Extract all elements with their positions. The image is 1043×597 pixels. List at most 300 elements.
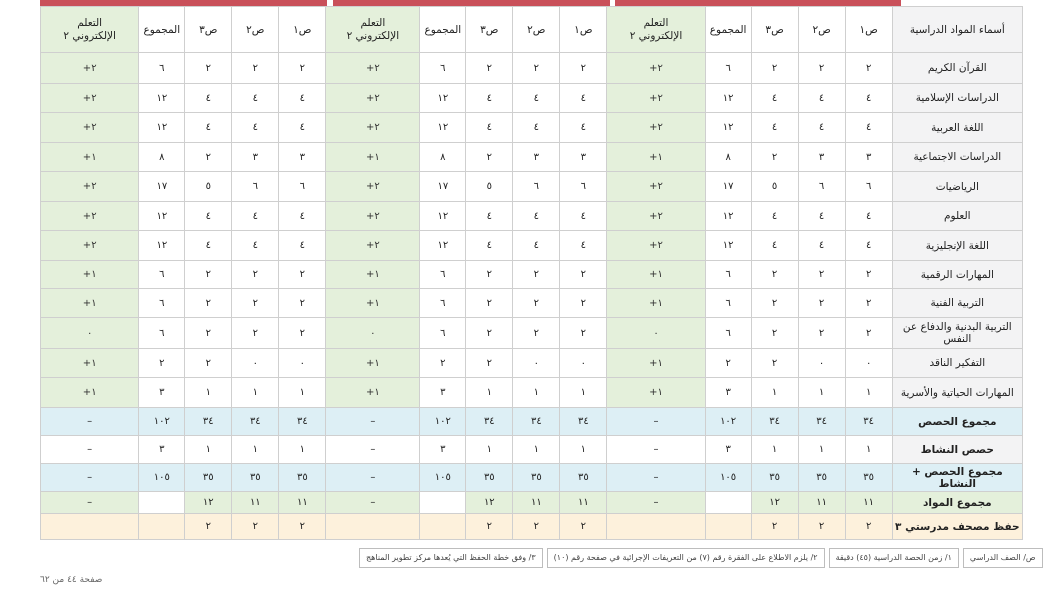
grade-3-cell: ٣٥ [751, 464, 798, 492]
grade-2-cell: ١١ [513, 492, 560, 514]
total-cell: ١٧ [420, 172, 466, 202]
grade-3-cell: ٣٤ [185, 408, 232, 436]
elearning-cell: – [607, 408, 705, 436]
grade-3-cell: ٢ [185, 289, 232, 318]
grade-3-cell: ١ [751, 378, 798, 408]
total-cell: ١٢ [420, 84, 466, 113]
elearning-cell [326, 514, 420, 540]
total-cell: ١٢ [705, 231, 751, 261]
total-cell [420, 514, 466, 540]
grade-1-cell: ٣٥ [845, 464, 892, 492]
subject-name: حصص النشاط [892, 436, 1022, 464]
total-cell: ١٢ [705, 202, 751, 231]
total-cell: ٣ [420, 378, 466, 408]
elearning-cell: ٢+ [607, 202, 705, 231]
grade-2-cell: ٤ [513, 113, 560, 143]
grade-1-cell: ٦ [845, 172, 892, 202]
grade-3-cell: ٥ [466, 172, 513, 202]
grade-2-cell: ٠ [513, 349, 560, 378]
elearning-cell: ٢+ [326, 113, 420, 143]
elearning-cell: ٢+ [41, 202, 139, 231]
summary-row [41, 408, 1023, 436]
grade-1-cell: ٢ [845, 318, 892, 349]
grade-1-header: ص١ [845, 7, 892, 53]
grade-1-cell: ٣ [845, 143, 892, 172]
elearning-cell: ١+ [41, 143, 139, 172]
grade-3-cell: ٤ [751, 113, 798, 143]
elearning-cell: ٢+ [607, 113, 705, 143]
grade-3-cell: ١ [185, 378, 232, 408]
grade-3-cell: ٢ [185, 53, 232, 84]
subject-row [41, 53, 1023, 84]
grade-1-cell: ٤ [845, 202, 892, 231]
grade-1-cell: ٤ [845, 113, 892, 143]
grade-2-cell: ٠ [798, 349, 845, 378]
grade-1-cell: ٤ [279, 84, 326, 113]
total-cell: ١٠٥ [705, 464, 751, 492]
grade-1-cell: ١ [560, 378, 607, 408]
grade-1-cell: ٠ [845, 349, 892, 378]
grade-2-cell: ٢ [798, 318, 845, 349]
grade-3-cell: ٢ [751, 514, 798, 540]
grade-3-cell: ٣٤ [466, 408, 513, 436]
elearning-cell: ٢+ [326, 202, 420, 231]
grade-1-cell: ٢ [560, 261, 607, 289]
grade-1-cell: ٤ [279, 202, 326, 231]
grade-2-cell: ٣ [232, 143, 279, 172]
total-cell [139, 492, 185, 514]
total-cell [705, 514, 751, 540]
grade-1-cell: ٢ [845, 261, 892, 289]
subject-name: الدراسات الاجتماعية [892, 143, 1022, 172]
elearning-cell: ١+ [326, 349, 420, 378]
page-number: صفحة ٤٤ من ٦٢ [40, 575, 103, 585]
grade-2-cell: ٢ [798, 514, 845, 540]
grade-3-cell: ٤ [751, 84, 798, 113]
grade-2-cell: ٤ [798, 113, 845, 143]
subject-row [41, 349, 1023, 378]
total-cell: ٢ [705, 349, 751, 378]
grade-3-cell: ٢ [751, 261, 798, 289]
grade-3-cell: ٤ [185, 202, 232, 231]
grade-2-cell: ١ [232, 378, 279, 408]
footnote-item: ٣/ وفق خطة الحفظ التي يُعدها مركز تطوير المناهج [359, 548, 543, 568]
grade-2-cell: ٢ [232, 261, 279, 289]
grade-1-cell: ٣٤ [845, 408, 892, 436]
grade-3-cell: ٢ [751, 349, 798, 378]
elearning-cell: ٢+ [607, 53, 705, 84]
grade-2-cell: ٣٥ [232, 464, 279, 492]
grade-2-cell: ٢ [513, 53, 560, 84]
elearning-cell: ٢+ [41, 231, 139, 261]
total-cell: ٨ [705, 143, 751, 172]
elearning-header-line1: التعلم [643, 16, 669, 29]
subject-row [41, 202, 1023, 231]
total-cell: ٣ [420, 436, 466, 464]
elearning-header-line2: الإلكتروني ٢ [63, 29, 116, 42]
grade-2-cell: ٤ [513, 231, 560, 261]
total-cell: ٢ [420, 349, 466, 378]
summary-row [41, 492, 1023, 514]
grade-3-cell: ٤ [185, 231, 232, 261]
subject-name: القرآن الكريم [892, 53, 1022, 84]
total-cell: ١٢ [705, 113, 751, 143]
summary-row [41, 436, 1023, 464]
grade-1-cell: ٢ [560, 289, 607, 318]
elearning-cell: – [607, 464, 705, 492]
grade-3-cell: ٤ [466, 231, 513, 261]
grade-2-cell: ١ [513, 378, 560, 408]
grade-3-cell: ٢ [185, 349, 232, 378]
total-cell: ١٧ [139, 172, 185, 202]
grade-1-header: ص١ [560, 7, 607, 53]
grade-3-cell: ١ [185, 436, 232, 464]
total-cell: ١٢ [420, 231, 466, 261]
grade-1-cell: ٢ [279, 514, 326, 540]
elearning-cell: – [41, 408, 139, 436]
grade-3-cell: ٤ [751, 202, 798, 231]
grade-3-cell: ١ [751, 436, 798, 464]
total-cell [705, 492, 751, 514]
grade-1-cell: ٢ [279, 261, 326, 289]
grade-2-header: ص٢ [798, 7, 845, 53]
elearning-cell: ١+ [326, 143, 420, 172]
grade-1-cell: ٤ [560, 202, 607, 231]
grade-2-cell: ٢ [232, 514, 279, 540]
total-cell: ٦ [705, 289, 751, 318]
summary-row [41, 514, 1023, 540]
grade-1-cell: ٤ [279, 113, 326, 143]
grade-2-cell: ٢ [513, 289, 560, 318]
grade-2-cell: ١ [232, 436, 279, 464]
subject-name: التربية البدنية والدفاع عن النفس [892, 318, 1022, 349]
subject-name: مجموع الحصص [892, 408, 1022, 436]
elearning-cell: ٢+ [326, 172, 420, 202]
subject-name: الدراسات الإسلامية [892, 84, 1022, 113]
total-cell: ١٢ [705, 84, 751, 113]
grade-3-cell: ٣٤ [751, 408, 798, 436]
elearning-header-line2: الإلكتروني ٢ [629, 29, 683, 42]
total-cell: ١٢ [420, 113, 466, 143]
elearning-cell: ٢+ [607, 231, 705, 261]
grade-3-cell: ٢ [466, 318, 513, 349]
grade-2-cell: ٦ [232, 172, 279, 202]
subject-row [41, 231, 1023, 261]
total-header: المجموع [139, 7, 185, 53]
elearning-header-line1: التعلم [77, 16, 103, 29]
grade-2-cell: ١ [798, 378, 845, 408]
grade-2-cell: ٤ [798, 202, 845, 231]
grade-2-cell: ٣ [513, 143, 560, 172]
total-cell [139, 514, 185, 540]
grade-3-cell: ٤ [751, 231, 798, 261]
elearning-cell [607, 514, 705, 540]
total-cell: ٣ [139, 378, 185, 408]
grade-1-cell: ٣٤ [279, 408, 326, 436]
grade-2-cell: ٣ [798, 143, 845, 172]
grade-1-cell: ٤ [279, 231, 326, 261]
grade-3-cell: ٢ [185, 318, 232, 349]
grade-3-cell: ١٢ [466, 492, 513, 514]
elearning-header-line2: الإلكتروني ٢ [346, 29, 400, 42]
grade-2-cell: ١١ [798, 492, 845, 514]
subject-row [41, 318, 1023, 349]
grade-3-cell: ٣٥ [185, 464, 232, 492]
elearning-header [607, 7, 705, 53]
grade-3-cell: ١٢ [751, 492, 798, 514]
total-cell: ٦ [420, 261, 466, 289]
total-cell: ١٠٥ [139, 464, 185, 492]
total-header: المجموع [705, 7, 751, 53]
elearning-cell: ١+ [41, 378, 139, 408]
footnote-item: ص/ الصف الدراسي [963, 548, 1043, 568]
grade-1-cell: ٤ [845, 84, 892, 113]
grade-1-cell: ٢ [845, 53, 892, 84]
grade-2-cell: ٢ [798, 261, 845, 289]
grade-1-cell: ٢ [560, 53, 607, 84]
elearning-cell: ١+ [41, 349, 139, 378]
grade-1-cell: ١١ [560, 492, 607, 514]
total-cell: ٦ [420, 289, 466, 318]
grade-3-header: ص٣ [185, 7, 232, 53]
grade-1-cell: ٠ [279, 349, 326, 378]
grade-3-cell: ٢ [185, 261, 232, 289]
total-cell: ٦ [705, 261, 751, 289]
elearning-cell: ٢+ [607, 84, 705, 113]
grade-1-cell: ٢ [560, 514, 607, 540]
grade-2-cell: ٦ [798, 172, 845, 202]
grade-2-cell: ٢ [232, 289, 279, 318]
grade-3-cell: ٢ [466, 514, 513, 540]
grade-3-cell: ٢ [751, 318, 798, 349]
grade-1-cell: ١ [845, 378, 892, 408]
subject-row [41, 143, 1023, 172]
total-cell: ١٢ [420, 202, 466, 231]
elearning-cell: – [326, 408, 420, 436]
subject-name: مجموع المواد [892, 492, 1022, 514]
total-cell: ١٢ [139, 84, 185, 113]
total-header: المجموع [420, 7, 466, 53]
grade-3-header: ص٣ [751, 7, 798, 53]
elearning-cell: – [326, 492, 420, 514]
grade-2-cell: ٤ [232, 113, 279, 143]
grade-3-cell: ٣٥ [466, 464, 513, 492]
subjects-header: أسماء المواد الدراسية [892, 7, 1022, 53]
footnote-item: ١/ زمن الحصة الدراسية (٤٥) دقيقة [829, 548, 959, 568]
grade-2-cell: ١ [513, 436, 560, 464]
grade-3-cell: ٤ [466, 113, 513, 143]
grade-2-cell: ٤ [798, 231, 845, 261]
grade-1-cell: ٢ [279, 318, 326, 349]
grade-3-cell: ٥ [185, 172, 232, 202]
elearning-cell: ١+ [326, 261, 420, 289]
elearning-cell [41, 514, 139, 540]
subject-name: اللغة الإنجليزية [892, 231, 1022, 261]
grade-2-cell: ٤ [232, 202, 279, 231]
grade-3-cell: ٢ [466, 289, 513, 318]
elearning-header [326, 7, 420, 53]
subject-row [41, 261, 1023, 289]
grade-1-cell: ٤ [560, 231, 607, 261]
grade-3-cell: ٤ [466, 202, 513, 231]
grade-3-cell: ٤ [185, 84, 232, 113]
grade-3-cell: ١ [466, 436, 513, 464]
elearning-cell: ٢+ [326, 84, 420, 113]
grade-3-cell: ٢ [185, 514, 232, 540]
grade-1-cell: ٤ [560, 84, 607, 113]
grade-1-cell: ٣ [560, 143, 607, 172]
grade-1-cell: ٣٥ [560, 464, 607, 492]
grade-2-cell: ٤ [798, 84, 845, 113]
grade-2-cell: ٢ [232, 318, 279, 349]
elearning-cell: ٠ [607, 318, 705, 349]
grade-3-header: ص٣ [466, 7, 513, 53]
summary-row [41, 464, 1023, 492]
total-cell: ١٧ [705, 172, 751, 202]
grade-2-cell: ٤ [513, 202, 560, 231]
grade-3-cell: ٤ [185, 113, 232, 143]
grade-1-cell: ٤ [845, 231, 892, 261]
grade-1-cell: ٢ [845, 289, 892, 318]
grade-3-cell: ٢ [466, 261, 513, 289]
grade-2-cell: ٣٤ [513, 408, 560, 436]
grade-2-header: ص٢ [232, 7, 279, 53]
grade-3-cell: ٤ [466, 84, 513, 113]
total-cell [420, 492, 466, 514]
subject-name: مجموع الحصص + النشاط [892, 464, 1022, 492]
subject-name: المهارات الرقمية [892, 261, 1022, 289]
grade-2-cell: ٢ [798, 53, 845, 84]
elearning-cell: ١+ [607, 349, 705, 378]
grade-2-cell: ١١ [232, 492, 279, 514]
grade-2-cell: ٢ [513, 514, 560, 540]
grade-1-cell: ٢ [279, 53, 326, 84]
elearning-cell: – [41, 492, 139, 514]
subject-name: اللغة العربية [892, 113, 1022, 143]
grade-2-cell: ٠ [232, 349, 279, 378]
grade-2-cell: ٢ [232, 53, 279, 84]
grade-2-cell: ٢ [513, 261, 560, 289]
grade-1-cell: ٣٥ [279, 464, 326, 492]
elearning-cell: – [41, 436, 139, 464]
grade-3-cell: ٥ [751, 172, 798, 202]
total-cell: ٦ [420, 53, 466, 84]
total-cell: ١٠٢ [420, 408, 466, 436]
grade-3-cell: ٢ [751, 289, 798, 318]
total-cell: ٨ [139, 143, 185, 172]
grade-1-cell: ١ [560, 436, 607, 464]
grade-2-cell: ٣٤ [232, 408, 279, 436]
grade-1-header: ص١ [279, 7, 326, 53]
total-cell: ٦ [139, 318, 185, 349]
total-cell: ٨ [420, 143, 466, 172]
grade-1-cell: ٣٤ [560, 408, 607, 436]
elearning-cell: – [41, 464, 139, 492]
grade-2-cell: ٣٤ [798, 408, 845, 436]
total-cell: ٢ [139, 349, 185, 378]
table-header-row [41, 7, 1023, 53]
grade-2-cell: ٤ [513, 84, 560, 113]
grade-1-cell: ٢ [845, 514, 892, 540]
grade-2-cell: ١ [798, 436, 845, 464]
elearning-cell: – [607, 492, 705, 514]
elearning-cell: ٢+ [41, 53, 139, 84]
total-cell: ١٢ [139, 231, 185, 261]
total-cell: ١٢ [139, 202, 185, 231]
grade-1-cell: ٢ [560, 318, 607, 349]
grade-1-cell: ١١ [279, 492, 326, 514]
subject-row [41, 113, 1023, 143]
grade-3-cell: ٢ [185, 143, 232, 172]
grade-1-cell: ٦ [279, 172, 326, 202]
elearning-cell: ١+ [607, 378, 705, 408]
elearning-cell: ٢+ [41, 172, 139, 202]
grade-1-cell: ١ [845, 436, 892, 464]
total-cell: ٦ [705, 53, 751, 84]
subject-name: حفظ مصحف مدرستي ٣ [892, 514, 1022, 540]
elearning-header [41, 7, 139, 53]
grade-3-cell: ٢ [466, 53, 513, 84]
elearning-cell: ١+ [41, 289, 139, 318]
grade-1-cell: ٦ [560, 172, 607, 202]
elearning-cell: ١+ [607, 143, 705, 172]
subject-name: التربية الفنية [892, 289, 1022, 318]
total-cell: ٣ [705, 378, 751, 408]
grade-1-cell: ١ [279, 436, 326, 464]
grade-1-cell: ٣ [279, 143, 326, 172]
grade-1-cell: ٤ [560, 113, 607, 143]
total-cell: ٣ [139, 436, 185, 464]
elearning-cell: ١+ [607, 289, 705, 318]
grade-3-cell: ٢ [466, 349, 513, 378]
grade-3-cell: ٢ [751, 53, 798, 84]
elearning-cell: – [326, 464, 420, 492]
elearning-cell: ٢+ [326, 231, 420, 261]
total-cell: ٦ [705, 318, 751, 349]
subject-row [41, 289, 1023, 318]
total-cell: ١٢ [139, 113, 185, 143]
grade-1-cell: ١١ [845, 492, 892, 514]
elearning-cell: – [607, 436, 705, 464]
elearning-header-line1: التعلم [360, 16, 386, 29]
subject-name: الرياضيات [892, 172, 1022, 202]
elearning-cell: ٢+ [41, 113, 139, 143]
grade-2-cell: ٦ [513, 172, 560, 202]
elearning-cell: ٢+ [41, 84, 139, 113]
elearning-cell: ١+ [326, 378, 420, 408]
grade-2-header: ص٢ [513, 7, 560, 53]
subject-name: المهارات الحياتية والأسرية [892, 378, 1022, 408]
grade-1-cell: ١ [279, 378, 326, 408]
elearning-cell: ٠ [326, 318, 420, 349]
total-cell: ١٠٢ [139, 408, 185, 436]
elearning-cell: ٢+ [326, 53, 420, 84]
grade-3-cell: ٢ [466, 143, 513, 172]
subject-row [41, 172, 1023, 202]
elearning-cell: ١+ [41, 261, 139, 289]
elearning-cell: ١+ [607, 261, 705, 289]
grade-2-cell: ٣٥ [513, 464, 560, 492]
elearning-cell: ١+ [326, 289, 420, 318]
total-cell: ١٠٥ [420, 464, 466, 492]
elearning-cell: ٠ [41, 318, 139, 349]
elearning-cell: – [326, 436, 420, 464]
grade-3-cell: ١ [466, 378, 513, 408]
subject-row [41, 378, 1023, 408]
grade-2-cell: ٤ [232, 84, 279, 113]
elearning-cell: ٢+ [607, 172, 705, 202]
subject-name: العلوم [892, 202, 1022, 231]
